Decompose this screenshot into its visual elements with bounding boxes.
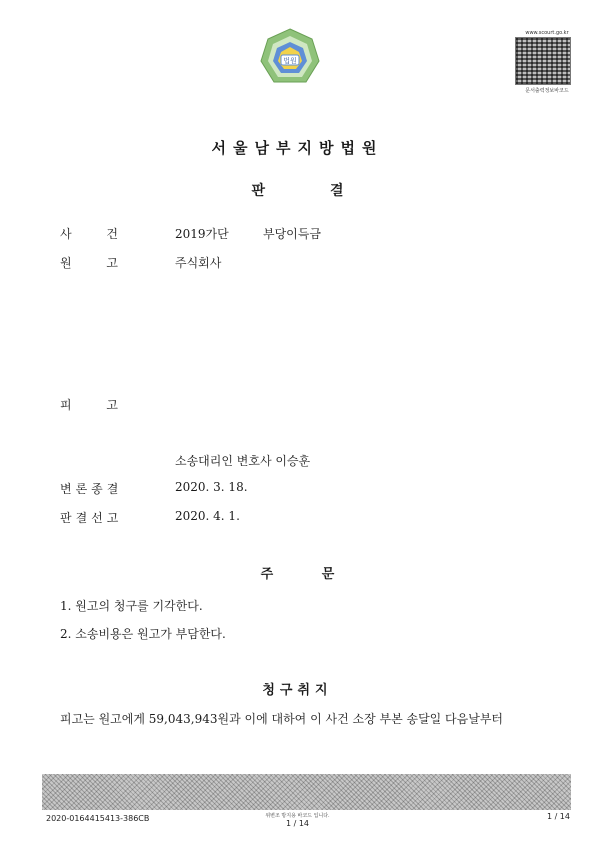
document-title-char-1: 판 xyxy=(251,183,266,199)
plaintiff-label xyxy=(60,254,130,271)
defendant-counsel: 소송대리인 변호사 이승훈 xyxy=(175,454,311,468)
plaintiff-label-char-2: 고 xyxy=(106,256,118,270)
case-number: 2019가단 xyxy=(175,227,229,241)
order-item-1: 1. 원고의 청구를 기각한다. xyxy=(60,599,203,613)
order-title xyxy=(0,563,595,582)
case-label xyxy=(60,225,130,242)
page-number-right: 1 / 14 xyxy=(546,812,570,821)
ruling-date-value: 2020. 4. 1. xyxy=(175,509,240,523)
qr-code xyxy=(515,37,571,85)
claim-text: 피고는 원고에게 59,043,943원과 이에 대하여 이 사건 소장 부본 송달일 다음날부터 xyxy=(60,712,504,726)
ruling-date-label: 판결선고 xyxy=(60,511,123,525)
qr-url: www.scourt.go.kr xyxy=(525,30,569,36)
court-name: 서울남부지방법원 xyxy=(211,139,384,157)
case-name: 부당이득금 xyxy=(263,227,321,241)
security-barcode-band xyxy=(42,774,571,810)
case-label-char-1: 사 xyxy=(60,227,72,241)
case-label-char-2: 건 xyxy=(106,227,118,241)
barcode-note: 위변조 방지용 바코드 입니다. xyxy=(265,813,330,819)
document-title-char-2: 결 xyxy=(329,183,344,199)
defendant-label xyxy=(60,396,130,413)
document-title xyxy=(0,180,595,200)
document-id: 2020-0164415413-386CB xyxy=(46,814,150,823)
order-title-char-1: 주 xyxy=(260,567,274,582)
order-item-2: 2. 소송비용은 원고가 부담한다. xyxy=(60,627,226,641)
order-title-char-2: 문 xyxy=(321,567,335,582)
closing-date-value: 2020. 3. 18. xyxy=(175,480,248,494)
plaintiff-value: 주식회사 xyxy=(175,256,222,270)
plaintiff-label-char-1: 원 xyxy=(60,256,72,270)
defendant-label-char-1: 피 xyxy=(60,398,72,412)
defendant-label-char-2: 고 xyxy=(106,398,118,412)
claim-title: 청구취지 xyxy=(262,683,333,698)
court-emblem-icon xyxy=(259,27,321,89)
qr-caption: 문서출력정보바코드 xyxy=(525,88,569,94)
emblem-text: 법원 xyxy=(283,57,297,65)
closing-date-label: 변론종결 xyxy=(60,482,123,496)
page-number-center: 1 / 14 xyxy=(285,819,310,828)
